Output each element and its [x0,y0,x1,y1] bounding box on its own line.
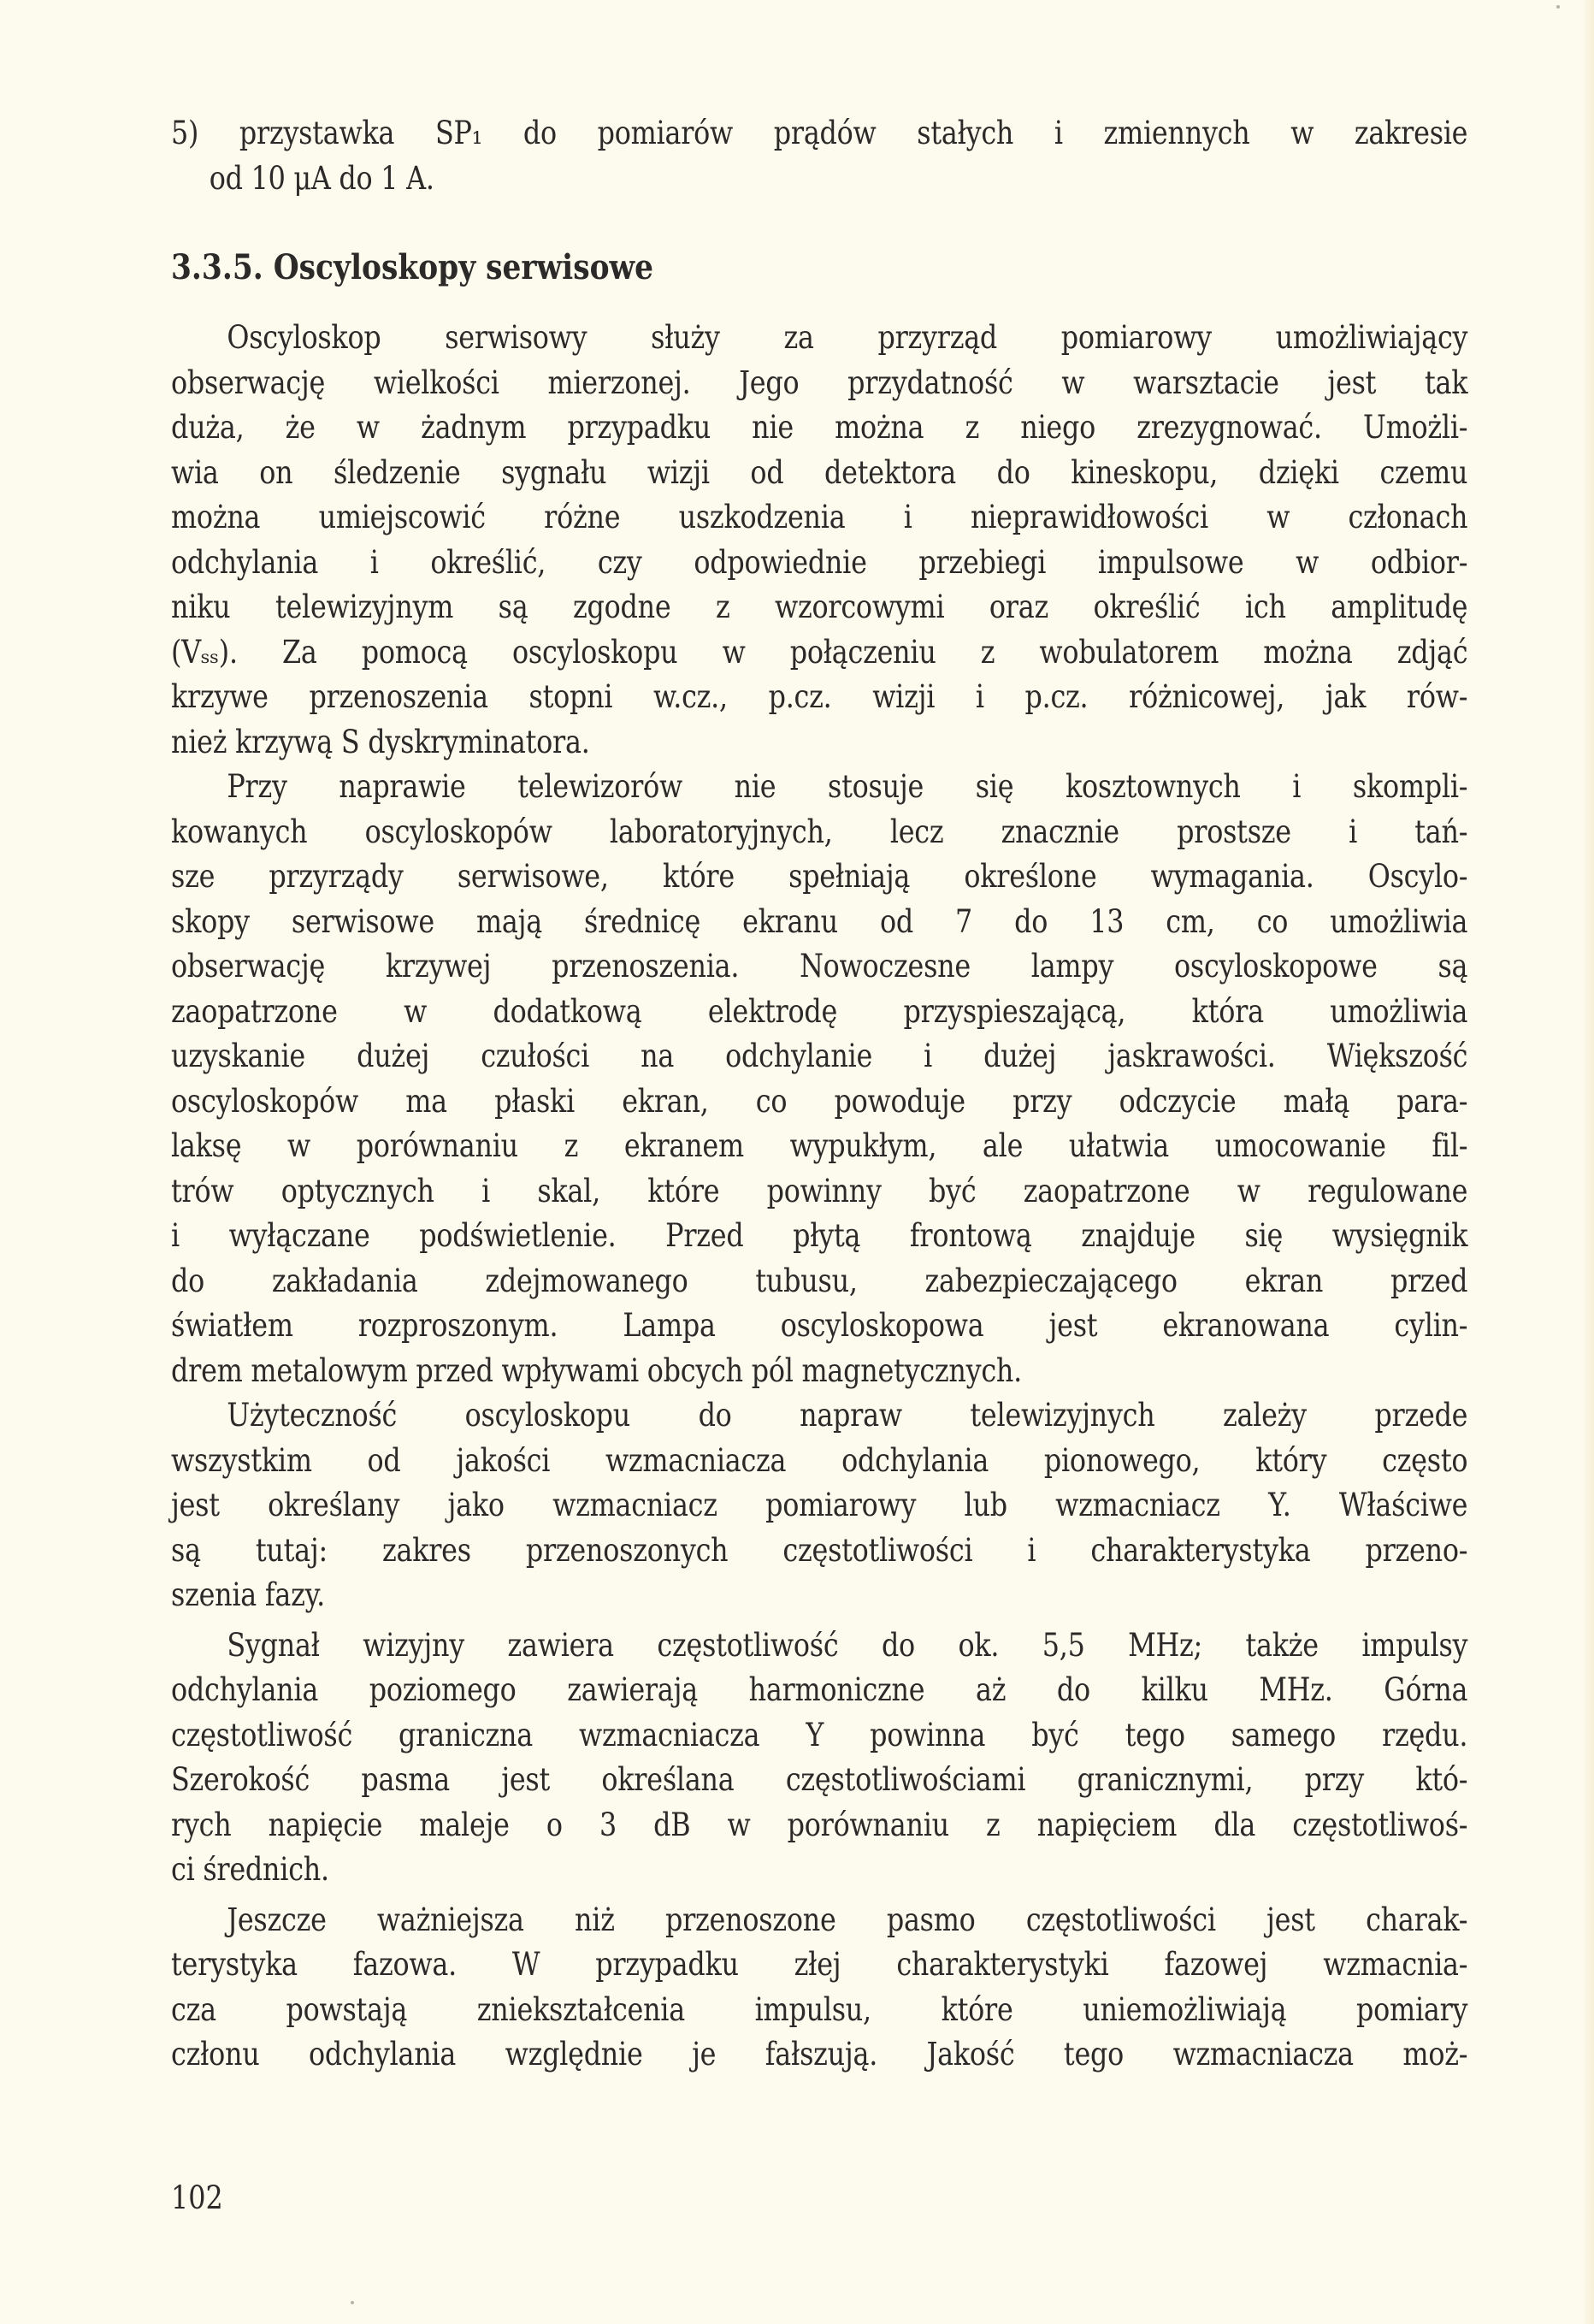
text-line: wszystkim od jakości wzmacniacza odchylania pionowego, który często [171,1441,1468,1479]
text-line: Oscyloskop serwisowy służy za przyrząd pomiarowy umożliwiający [227,319,1468,356]
scan-speck [351,2301,354,2304]
text-line: skopy serwisowe mają średnicę ekranu od 7 do 13 cm, co umożliwia [171,902,1468,940]
text-line: trów optycznych i skal, które powinny być zaopatrzone w regulowane [171,1172,1468,1209]
text-line: są tutaj: zakres przenoszonych częstotliwości i charakterystyka przeno- [171,1531,1468,1569]
text-line: światłem rozproszonym. Lampa oscyloskopowa jest ekranowana cylin- [171,1307,1468,1344]
list-item-5 [171,111,1467,201]
text-line: niku telewizyjnym są zgodne z wzorcowymi oraz określić ich amplitudę [171,588,1468,625]
scan-speck [1556,5,1560,9]
text-line: laksę w porównaniu z ekranem wypukłym, ale ułatwia umocowanie fil- [171,1127,1468,1164]
text-line: do zakładania zdejmowanego tubusu, zabezpieczającego ekran przed [171,1262,1468,1299]
text-line: od 10 μA do 1 A. [209,159,434,197]
paragraph-1 [171,316,1467,765]
text-line: 5) przystawka SP₁ do pomiarów prądów stałych i zmiennych w zakresie [171,115,1468,151]
paragraph-5 [171,1898,1467,2078]
text-line: Przy naprawie telewizorów nie stosuje się kosztownych i skompli- [227,768,1468,805]
text-line: szenia fazy. [171,1576,325,1613]
text-line: cza powstają zniekształcenia impulsu, które uniemożliwiają pomiary [171,1990,1468,2028]
text-line: zaopatrzone w dodatkową elektrodę przyspieszającą, która umożliwia [171,992,1468,1030]
text-line: obserwację wielkości mierzonej. Jego przydatność w warsztacie jest tak [171,364,1468,401]
paragraph-3 [171,1393,1467,1618]
text-line: można umiejscowić różne uszkodzenia i nieprawidłowości w członach [171,499,1468,535]
text-line: Jeszcze ważniejsza niż przenoszone pasmo częstotliwości jest charak- [227,1901,1468,1938]
paragraph-4 [171,1623,1467,1893]
text-line: i wyłączane podświetlenie. Przed płytą frontową znajduje się wysięgnik [171,1217,1468,1254]
page-number: 102 [171,2179,223,2216]
text-line: Szerokość pasma jest określana częstotliwościami granicznymi, przy któ- [171,1761,1468,1798]
section-heading: 3.3.5. Oscyloskopy serwisowe [171,247,654,287]
text-line: Sygnał wizyjny zawiera częstotliwość do ok. 5,5 MHz; także impulsy [227,1626,1468,1664]
text-line: ci średnich. [171,1851,329,1888]
text-line: Użyteczność oscyloskopu do napraw telewizyjnych zależy przede [227,1397,1468,1434]
text-line: (Vₛₛ). Za pomocą oscyloskopu w połączeniu z wobulatorem można zdjąć [171,633,1468,671]
text-line: odchylania poziomego zawierają harmoniczne aż do kilku MHz. Górna [171,1671,1468,1708]
text-line: oscyloskopów ma płaski ekran, co powoduje przy odczycie małą para- [171,1082,1468,1120]
text-line: drem metalowym przed wpływami obcych pól magnetycznych. [171,1351,1022,1389]
text-line: częstotliwość graniczna wzmacniacza Y powinna być tego samego rzędu. [171,1716,1468,1753]
text-line: duża, że w żadnym przypadku nie można z niego zrezygnować. Umożli- [171,409,1468,446]
text-line: jest określany jako wzmacniacz pomiarowy lub wzmacniacz Y. Właściwe [171,1487,1468,1523]
text-line: terystyka fazowa. W przypadku złej charakterystyki fazowej wzmacnia- [171,1946,1468,1983]
text-line: wia on śledzenie sygnału wizji od detektora do kineskopu, dzięki czemu [171,453,1468,491]
paragraph-2 [171,765,1467,1393]
text-line: uzyskanie dużej czułości na odchylanie i dużej jaskrawości. Większość [171,1038,1468,1074]
text-line: kowanych oscyloskopów laboratoryjnych, lecz znacznie prostsze i tań- [171,813,1468,850]
text-line: sze przyrządy serwisowe, które spełniają określone wymagania. Oscylo- [171,858,1468,895]
text-line: członu odchylania względnie je fałszują. Jakość tego wzmacniacza moż- [171,2036,1468,2073]
book-page [171,111,1467,2078]
text-line: nież krzywą S dyskryminatora. [171,723,590,760]
page-edge [1582,0,1594,2324]
text-line: odchylania i określić, czy odpowiednie przebiegi impulsowe w odbior- [171,543,1468,581]
text-line: krzywe przenoszenia stopni w.cz., p.cz. wizji i p.cz. różnicowej, jak rów- [171,678,1468,715]
text-line: obserwację krzywej przenoszenia. Nowoczesne lampy oscyloskopowe są [171,948,1468,985]
text-line: rych napięcie maleje o 3 dB w porównaniu z napięciem dla częstotliwoś- [171,1806,1468,1843]
